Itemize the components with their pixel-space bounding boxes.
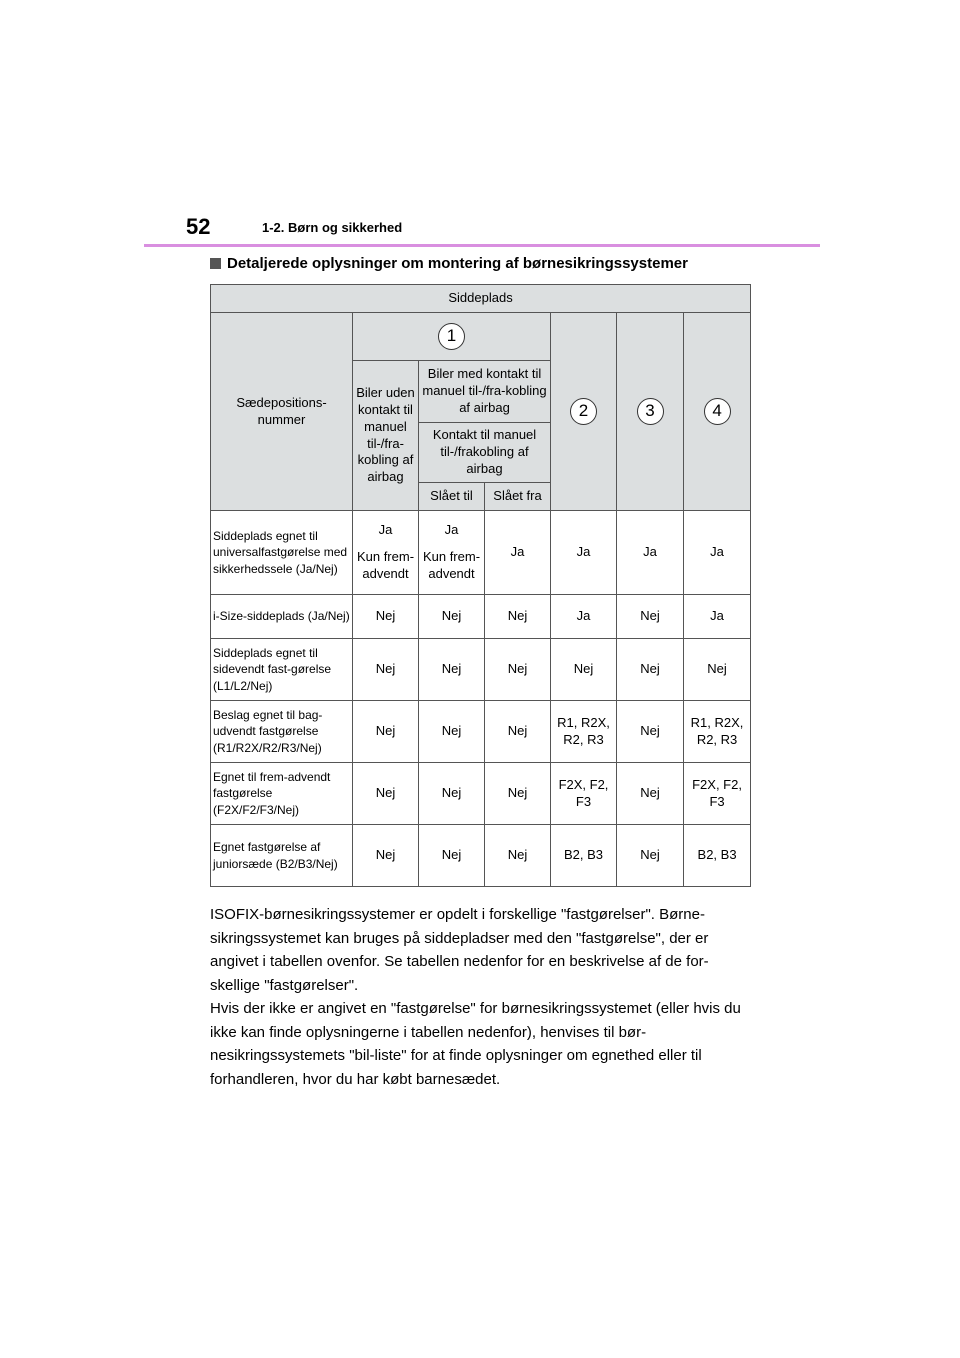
cell-note: Kun frem-advendt (422, 549, 481, 581)
table-cell: Nej (419, 763, 485, 825)
table-row (211, 595, 751, 639)
body-paragraph-1: ISOFIX-børnesikringssystemer er opdelt i forskellige "fastgørelser". Børne-sikringssystemet kan bruges på siddepladser med den "fastgørelse", der er angivet i tabellen ovenfor. Se tabellen nedenfor for en beskrivelse af de for-skellige "fastgørelser". (210, 906, 709, 994)
table-cell: Nej (419, 595, 485, 639)
table-row (211, 763, 751, 825)
cell-value: Ja (378, 522, 393, 538)
table-cell (353, 511, 419, 595)
table-cell: Nej (353, 701, 419, 763)
seat-position-header: Sædepositions-nummer (211, 313, 353, 511)
position-1-header (353, 313, 551, 361)
body-text (210, 903, 755, 1091)
position-2-icon: 2 (570, 398, 597, 425)
table-cell: Nej (353, 825, 419, 887)
subsection-title: Detaljerede oplysninger om montering af børnesikringssystemer (227, 255, 688, 272)
table-cell: Ja (485, 511, 551, 595)
with-airbag-switch-header: Biler med kontakt til manuel til-/fra-kobling af airbag (419, 361, 551, 423)
installation-table (210, 284, 751, 887)
position-4-header (684, 313, 751, 511)
table-cell: Nej (485, 595, 551, 639)
table-cell (419, 511, 485, 595)
switch-off-header: Slået fra (485, 483, 551, 511)
table-cell: Nej (485, 763, 551, 825)
body-paragraph-2: Hvis der ikke er angivet en "fastgørelse" for børnesikringssystemet (eller hvis du ikke kan finde oplysningerne i tabellen nedenfor), henvises til bør-nesikringssystemets "bil-liste" for at finde oplysninger om egnethed eller til forhandleren, hvor du har købt barnesædet. (210, 1000, 741, 1088)
table-cell: Nej (684, 639, 751, 701)
table-cell: Nej (353, 595, 419, 639)
table-cell: Nej (485, 825, 551, 887)
table-cell: R1, R2X, R2, R3 (551, 701, 617, 763)
table-row (211, 701, 751, 763)
table-cell: Ja (617, 511, 684, 595)
table-cell: Nej (617, 701, 684, 763)
square-bullet-icon (210, 258, 221, 269)
without-airbag-switch-header: Biler uden kontakt til manuel til-/fra-kobling af airbag (353, 361, 419, 511)
table-cell: Nej (485, 701, 551, 763)
table-cell: Nej (419, 701, 485, 763)
position-3-icon: 3 (637, 398, 664, 425)
row-label: Siddeplads egnet til universalfastgørelse med sikkerhedssele (Ja/Nej) (211, 511, 353, 595)
section-title: 1-2. Børn og sikkerhed (262, 220, 403, 235)
table-cell: B2, B3 (684, 825, 751, 887)
header-divider (144, 244, 820, 247)
table-top-header: Siddeplads (211, 285, 751, 313)
table-cell: B2, B3 (551, 825, 617, 887)
row-label: Egnet til frem-advendt fastgørelse (F2X/F2/F3/Nej) (211, 763, 353, 825)
row-label: Siddeplads egnet til sidevendt fast-gørelse (L1/L2/Nej) (211, 639, 353, 701)
table-cell: Ja (684, 511, 751, 595)
table-cell: Nej (617, 595, 684, 639)
cell-note: Kun frem-advendt (356, 549, 415, 581)
table-cell: Nej (485, 639, 551, 701)
table-cell: Nej (617, 825, 684, 887)
table-cell: R1, R2X, R2, R3 (684, 701, 751, 763)
table-row (211, 511, 751, 595)
switch-on-header: Slået til (419, 483, 485, 511)
table-cell: F2X, F2, F3 (684, 763, 751, 825)
table-row (211, 639, 751, 701)
page-number: 52 (186, 214, 211, 239)
table-cell: Nej (353, 639, 419, 701)
table-cell: Nej (551, 639, 617, 701)
position-2-header (551, 313, 617, 511)
position-4-icon: 4 (704, 398, 731, 425)
table-cell: Nej (617, 763, 684, 825)
table-cell: Ja (551, 595, 617, 639)
row-label: Egnet fastgørelse af juniorsæde (B2/B3/Nej) (211, 825, 353, 887)
table-cell: Nej (353, 763, 419, 825)
table-row (211, 825, 751, 887)
airbag-switch-header: Kontakt til manuel til-/frakobling af airbag (419, 423, 551, 483)
cell-value: Ja (444, 522, 459, 538)
position-1-icon: 1 (438, 323, 465, 350)
table-cell: Nej (419, 825, 485, 887)
subsection-heading (210, 255, 688, 272)
row-label: Beslag egnet til bag-udvendt fastgørelse (R1/R2X/R2/R3/Nej) (211, 701, 353, 763)
table-cell: F2X, F2, F3 (551, 763, 617, 825)
table-cell: Nej (617, 639, 684, 701)
position-3-header (617, 313, 684, 511)
table-cell: Ja (551, 511, 617, 595)
table-cell: Ja (684, 595, 751, 639)
row-label: i-Size-siddeplads (Ja/Nej) (211, 595, 353, 639)
table-cell: Nej (419, 639, 485, 701)
